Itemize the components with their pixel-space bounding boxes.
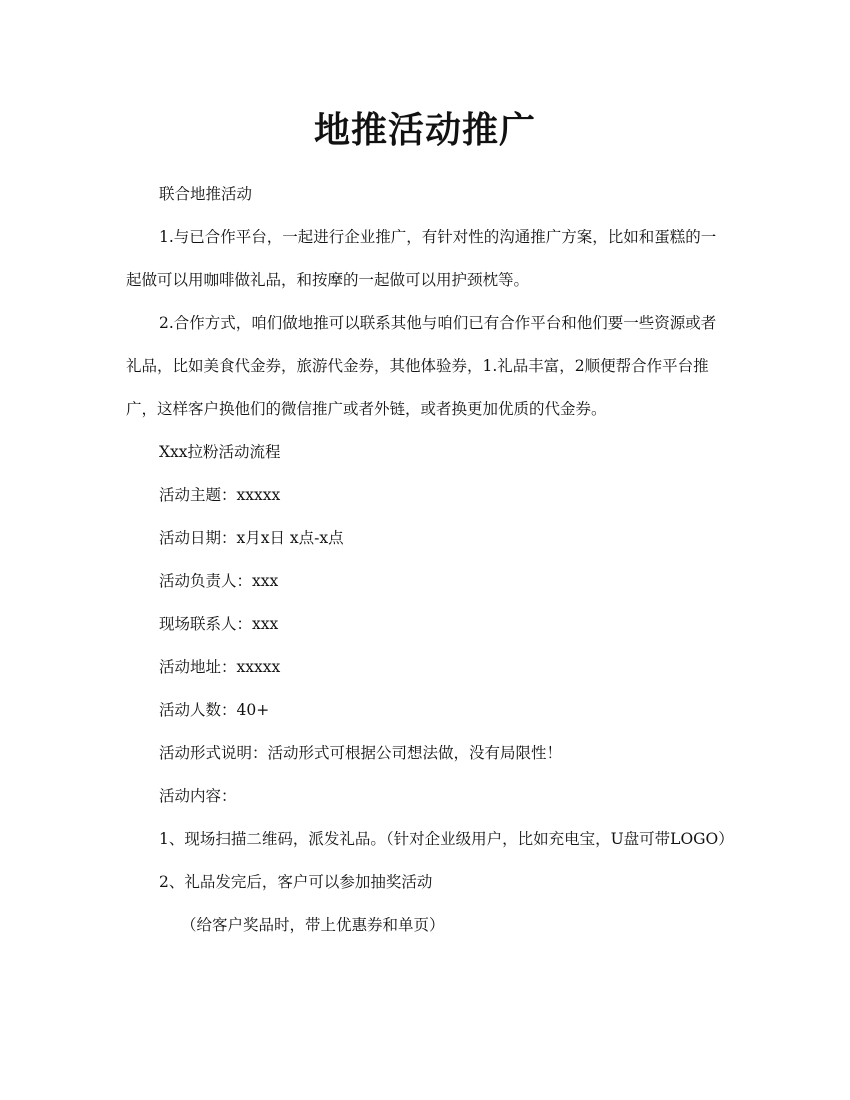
- paragraph-content-2: 2、礼品发完后，客户可以参加抽奖活动: [159, 873, 433, 891]
- document-body: [126, 173, 734, 947]
- paragraph-content-note: （给客户奖品时，带上优惠券和单页）: [181, 916, 445, 934]
- paragraph-process-heading: Xxx拉粉活动流程: [159, 443, 281, 461]
- paragraph-point-2: 2.合作方式，咱们做地推可以联系其他与咱们已有合作平台和他们要一些资源或者礼品，比如美食代金券，旅游代金券，其他体验券，1.礼品丰富，2顺便帮合作平台推广，这样客户换他们的微信推广或者外链，或者换更加优质的代金券。: [126, 314, 717, 418]
- paragraph-headcount: 活动人数：40+: [159, 701, 270, 719]
- paragraph-content-heading: 活动内容：: [159, 787, 237, 805]
- paragraph-owner: 活动负责人：xxx: [159, 572, 279, 590]
- paragraph-content-1: 1、现场扫描二维码，派发礼品。（针对企业级用户，比如充电宝，U盘可带LOGO）: [159, 830, 734, 848]
- paragraph-point-1: 1.与已合作平台，一起进行企业推广，有针对性的沟通推广方案，比如和蛋糕的一起做可以用咖啡做礼品，和按摩的一起做可以用护颈枕等。: [126, 228, 717, 289]
- page-title: 地推活动推广: [313, 109, 536, 151]
- paragraph-contact: 现场联系人：xxx: [159, 615, 279, 633]
- paragraph-theme: 活动主题：xxxxx: [159, 486, 281, 504]
- paragraph-address: 活动地址：xxxxx: [159, 658, 281, 676]
- paragraph-format-note: 活动形式说明：活动形式可根据公司想法做，没有局限性！: [159, 744, 563, 762]
- paragraph-date: 活动日期：x月x日 x点-x点: [159, 529, 344, 547]
- paragraph-joint-promotion: 联合地推活动: [159, 185, 253, 203]
